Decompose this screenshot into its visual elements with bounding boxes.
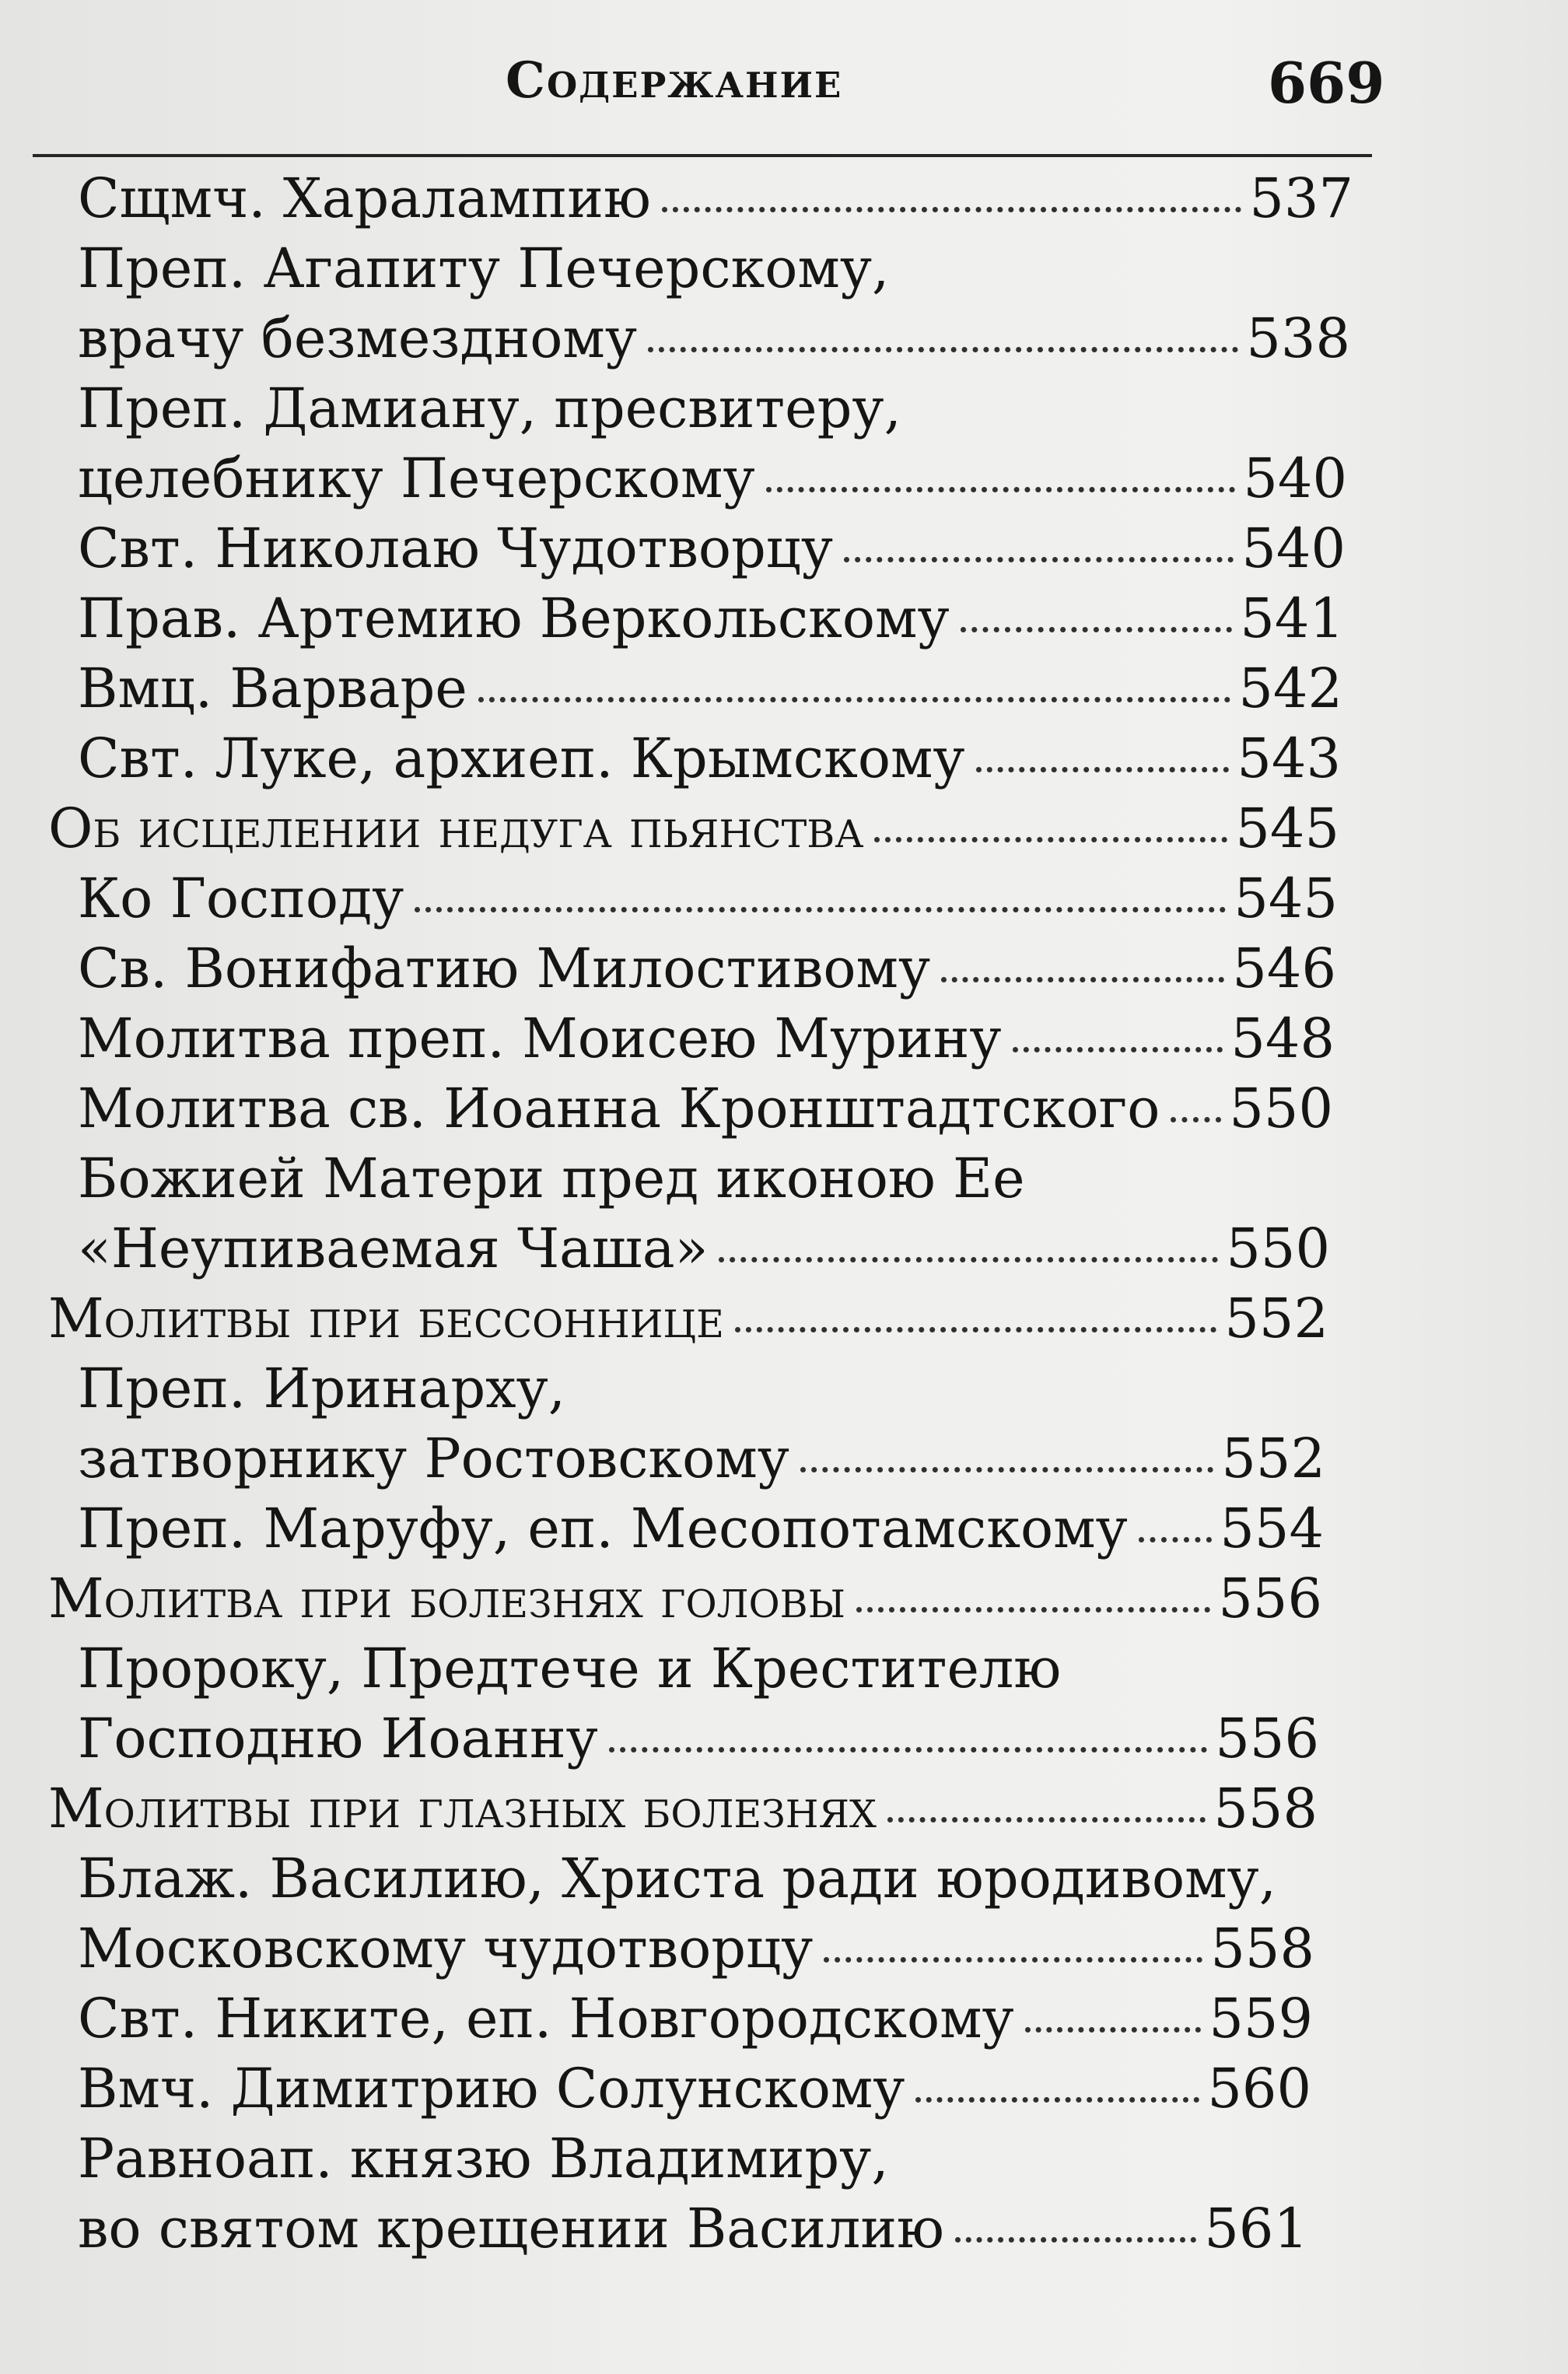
toc-entry-text: Равноап. князю Владимиру, <box>78 2127 889 2190</box>
toc-entry-text: Св. Вонифатию Милостивому <box>78 937 931 1000</box>
toc-entry <box>0 303 1369 373</box>
toc-entry-text: Божией Матери пред иконою Ее <box>78 1147 1025 1210</box>
toc-entry <box>0 1914 1369 1984</box>
dot-leader <box>766 487 1235 492</box>
dot-leader <box>415 907 1226 912</box>
dot-leader <box>719 1257 1218 1262</box>
toc-entry-text: Вмц. Варваре <box>78 657 467 720</box>
toc-section-heading <box>0 793 1369 863</box>
dot-leader <box>955 2237 1196 2243</box>
toc-page-number: 540 <box>1241 516 1346 580</box>
dot-leader <box>824 1957 1202 1963</box>
dot-leader <box>1139 1537 1212 1542</box>
toc-entry-text: Господню Иоанну <box>78 1707 598 1770</box>
toc-page-number: 558 <box>1213 1777 1318 1840</box>
toc-page-number: 550 <box>1229 1077 1333 1140</box>
toc-entry-text: во святом крещении Василию <box>78 2197 944 2260</box>
dot-leader <box>856 1607 1210 1612</box>
toc-section-heading <box>0 1563 1369 1633</box>
toc-page-number: 556 <box>1218 1567 1322 1630</box>
toc-entry <box>0 1423 1369 1493</box>
toc-heading-text: Молитвы при глазных болезнях <box>48 1777 877 1840</box>
toc-entry-text: Преп. Агапиту Печерскому, <box>78 236 890 300</box>
dot-leader <box>961 627 1232 632</box>
toc-section-heading <box>0 1283 1369 1353</box>
toc-entry-text: Пророку, Предтече и Крестителю <box>78 1637 1062 1700</box>
toc-page-number: 560 <box>1207 2057 1311 2120</box>
toc-page-number: 542 <box>1238 657 1342 720</box>
toc-entry <box>0 513 1369 583</box>
toc-entry-text: Молитва преп. Моисею Мурину <box>78 1007 1002 1070</box>
toc-page-number: 543 <box>1237 727 1341 790</box>
toc-entry <box>0 2194 1369 2264</box>
toc-entry <box>0 1984 1369 2054</box>
toc-entry <box>0 653 1369 723</box>
dot-leader <box>915 2097 1199 2103</box>
toc-page-number: 538 <box>1246 306 1350 370</box>
toc-entry <box>0 1633 1369 1703</box>
toc-entry <box>0 2054 1369 2124</box>
toc-entry <box>0 233 1369 303</box>
toc-page-number: 556 <box>1215 1707 1319 1770</box>
toc-entry-text: врачу безмездному <box>78 306 638 370</box>
running-header-title: Содержание <box>506 51 843 110</box>
dot-leader <box>478 697 1230 702</box>
toc-section-heading <box>0 1773 1369 1844</box>
toc-page-number: 552 <box>1221 1427 1325 1490</box>
toc-heading-text: Молитвы при бессоннице <box>48 1287 724 1350</box>
toc-entry-text: «Неупиваемая Чаша» <box>78 1217 709 1280</box>
toc-entry <box>0 933 1369 1003</box>
toc-entry <box>0 443 1369 513</box>
toc-entry-text: Свт. Луке, архиеп. Крымскому <box>78 727 965 790</box>
header-rule <box>33 154 1372 157</box>
toc-entry <box>0 373 1369 443</box>
toc-entry-text: Преп. Иринарху, <box>78 1357 566 1420</box>
toc-entry-text: затворнику Ростовскому <box>78 1427 789 1490</box>
dot-leader <box>662 207 1241 212</box>
table-of-contents <box>0 163 1369 2264</box>
toc-entry <box>0 1703 1369 1773</box>
dot-leader <box>800 1467 1213 1472</box>
toc-page-number: 554 <box>1220 1497 1324 1560</box>
dot-leader <box>887 1817 1206 1823</box>
toc-page-number: 559 <box>1209 1987 1313 2050</box>
toc-entry-text: Вмч. Димитрию Солунскому <box>78 2057 905 2120</box>
toc-entry <box>0 1073 1369 1143</box>
toc-page-number: 550 <box>1226 1217 1330 1280</box>
toc-entry <box>0 1003 1369 1073</box>
toc-page-number: 558 <box>1210 1917 1314 1980</box>
toc-page-number: 540 <box>1243 446 1347 510</box>
toc-entry-text: Прав. Артемию Веркольскому <box>78 586 950 650</box>
toc-heading-text: Об исцелении недуга пьянства <box>48 797 864 860</box>
toc-page-number: 548 <box>1230 1007 1335 1070</box>
dot-leader <box>1171 1117 1221 1122</box>
toc-entry-text: Московскому чудотворцу <box>78 1917 814 1980</box>
toc-page-number: 545 <box>1234 867 1338 930</box>
toc-entry <box>0 863 1369 933</box>
dot-leader <box>1025 2027 1201 2033</box>
toc-entry <box>0 723 1369 793</box>
dot-leader <box>976 767 1229 772</box>
toc-entry <box>0 1493 1369 1563</box>
toc-entry-text: Преп. Дамиану, пресвитеру, <box>78 376 901 440</box>
toc-entry-text: целебнику Печерскому <box>78 446 755 510</box>
toc-entry <box>0 1844 1369 1914</box>
toc-entry <box>0 1213 1369 1283</box>
toc-entry <box>0 2124 1369 2194</box>
page-header <box>0 31 1385 124</box>
toc-entry-text: Ко Господу <box>78 867 404 930</box>
toc-entry-text: Преп. Маруфу, еп. Месопотамскому <box>78 1497 1128 1560</box>
dot-leader <box>609 1747 1207 1752</box>
dot-leader <box>1013 1047 1223 1052</box>
dot-leader <box>844 557 1234 562</box>
toc-page-number: 545 <box>1235 797 1339 860</box>
dot-leader <box>648 347 1238 352</box>
toc-page-number: 561 <box>1204 2197 1308 2260</box>
toc-entry-text: Молитва св. Иоанна Кронштадтского <box>78 1077 1160 1140</box>
toc-entry <box>0 583 1369 653</box>
toc-page-number: 541 <box>1240 586 1344 650</box>
toc-entry-text: Свт. Николаю Чудотворцу <box>78 516 834 580</box>
toc-entry <box>0 163 1369 233</box>
toc-heading-text: Молитва при болезнях головы <box>48 1567 845 1630</box>
toc-entry-text: Блаж. Василию, Христа ради юродивому, <box>78 1847 1276 1910</box>
dot-leader <box>874 837 1227 842</box>
toc-entry <box>0 1143 1369 1213</box>
toc-page-number: 546 <box>1232 937 1336 1000</box>
page-number: 669 <box>1268 50 1385 116</box>
dot-leader <box>735 1327 1216 1332</box>
toc-entry <box>0 1353 1369 1423</box>
toc-entry-text: Сщмч. Харалампию <box>78 166 651 230</box>
dot-leader <box>941 977 1224 982</box>
toc-page-number: 552 <box>1224 1287 1328 1350</box>
toc-page-number: 537 <box>1249 166 1353 230</box>
toc-entry-text: Свт. Никите, еп. Новгородскому <box>78 1987 1014 2050</box>
